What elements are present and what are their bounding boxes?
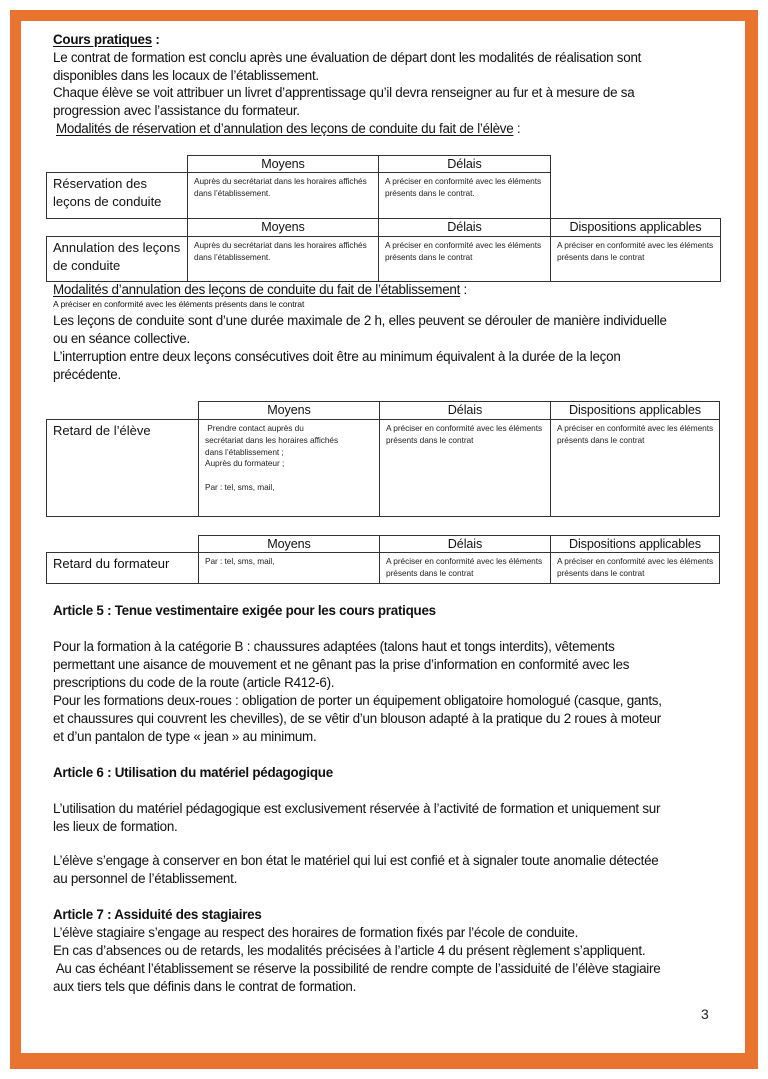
paragraph-line: En cas d’absences ou de retards, les modalités précisées à l’article 4 du présent règlement s’appliquent.: [53, 943, 646, 958]
row-label-annulation: Annulation des leçons de conduite: [47, 237, 188, 282]
heading-colon: :: [513, 121, 521, 136]
annulation-table: [46, 218, 721, 282]
cell-dispositions: A préciser en conformité avec les éléments présents dans le contrat: [551, 237, 721, 282]
moyens-line: Par : tel, sms, mail,: [205, 481, 275, 492]
modalites-etablissement-note: A préciser en conformité avec les éléments présents dans le contrat: [53, 299, 305, 309]
paragraph-line: Pour la formation à la catégorie B : chaussures adaptées (talons haut et tongs interdits), vêtements: [53, 639, 615, 654]
paragraph-line: les lieux de formation.: [53, 819, 178, 834]
paragraph-line: et d’un pantalon de type « jean » au minimum.: [53, 729, 317, 744]
paragraph-line: L’interruption entre deux leçons consécutives doit être au minimum équivalent à la durée de la leçon: [53, 349, 621, 364]
cell-delais: A préciser en conformité avec les éléments présents dans le contrat: [379, 237, 551, 282]
paragraph-line: L’élève stagiaire s’engage au respect des horaires de formation fixés par l’école de conduite.: [53, 925, 579, 940]
cell-moyens: [199, 420, 380, 517]
column-header-moyens: Moyens: [188, 156, 379, 173]
paragraph-line: au personnel de l’établissement.: [53, 871, 238, 886]
paragraph-line: progression avec l’assistance du formateur.: [53, 103, 300, 118]
row-label-retard-formateur: Retard du formateur: [47, 553, 199, 584]
paragraph-line: Chaque élève se voit attribuer un livret d’apprentissage qu’il devra renseigner au fur et à mesure de sa: [53, 85, 635, 100]
row-label-retard-eleve: Retard de l’élève: [47, 420, 199, 517]
cell-moyens: Auprès du secrétariat dans les horaires affichés dans l’établissement.: [188, 173, 379, 219]
column-header-delais: Délais: [379, 219, 551, 237]
paragraph-line: Les leçons de conduite sont d’une durée maximale de 2 h, elles peuvent se dérouler de manière individuelle: [53, 313, 667, 328]
article5-heading: Article 5 : Tenue vestimentaire exigée pour les cours pratiques: [53, 603, 436, 618]
reservation-table: [46, 155, 551, 219]
cell-delais: A préciser en conformité avec les éléments présents dans le contrat.: [379, 173, 551, 219]
column-header-dispositions: Dispositions applicables: [551, 536, 720, 553]
cell-delais: A préciser en conformité avec les éléments présents dans le contrat: [380, 553, 551, 584]
row-label-reservation: Réservation des leçons de conduite: [47, 173, 188, 219]
empty-corner-cell: [47, 156, 188, 173]
cours-pratiques-heading-line: [53, 31, 160, 50]
column-header-moyens: Moyens: [199, 402, 380, 420]
modalites-etablissement-heading: Modalités d’annulation des leçons de conduite du fait de l’établissement: [53, 282, 461, 297]
paragraph-line: L’élève s’engage à conserver en bon état le matériel qui lui est confié et à signaler toute anomalie détectée: [53, 853, 659, 868]
retard-formateur-table: [46, 535, 720, 584]
paragraph-line: Pour les formations deux-roues : obligation de porter un équipement obligatoire homologué (casque, gants,: [53, 693, 662, 708]
paragraph-line: prescriptions du code de la route (article R412-6).: [53, 675, 335, 690]
empty-corner-cell: [47, 536, 199, 553]
column-header-moyens: Moyens: [188, 219, 379, 237]
paragraph-line: aux tiers tels que définis dans le contrat de formation.: [53, 979, 357, 994]
cell-moyens: Auprès du secrétariat dans les horaires affichés dans l’établissement.: [188, 237, 379, 282]
paragraph-line: L’utilisation du matériel pédagogique est exclusivement réservée à l’activité de formation et uniquement sur: [53, 801, 661, 816]
paragraph-line: et chaussures qui couvrent les chevilles), de se vêtir d’un blouson adapté à la pratique du 2 roues à moteur: [53, 711, 661, 726]
cell-dispositions: A préciser en conformité avec les éléments présents dans le contrat: [551, 553, 720, 584]
paragraph-line: précédente.: [53, 367, 121, 382]
modalites-eleve-heading-line: [56, 120, 520, 139]
paragraph-line: ou en séance collective.: [53, 331, 190, 346]
article6-heading: Article 6 : Utilisation du matériel pédagogique: [53, 765, 333, 780]
empty-corner-cell: [47, 402, 199, 420]
column-header-dispositions: Dispositions applicables: [551, 402, 720, 420]
cell-dispositions: A préciser en conformité avec les éléments présents dans le contrat: [551, 420, 720, 517]
page-number: 3: [701, 1006, 709, 1022]
retard-eleve-table: [46, 401, 720, 517]
column-header-delais: Délais: [380, 402, 551, 420]
modalites-eleve-heading: Modalités de réservation et d’annulation des leçons de conduite du fait de l’élève: [56, 121, 514, 136]
moyens-line: secrétariat dans les horaires affichés: [205, 434, 339, 445]
moyens-line: Auprès du formateur ;: [205, 458, 285, 469]
column-header-delais: Délais: [380, 536, 551, 553]
cell-moyens: Par : tel, sms, mail,: [199, 553, 380, 584]
heading-colon: :: [151, 32, 160, 47]
cours-pratiques-heading: Cours pratiques: [53, 32, 152, 47]
moyens-line: dans l’établissement ;: [205, 446, 284, 457]
moyens-line-blank: [205, 470, 379, 482]
cell-delais: A préciser en conformité avec les éléments présents dans le contrat: [380, 420, 551, 517]
column-header-delais: Délais: [379, 156, 551, 173]
paragraph-line: disponibles dans les locaux de l’établissement.: [53, 68, 319, 83]
modalites-etablissement-heading-line: [53, 281, 467, 300]
article7-heading: Article 7 : Assiduité des stagiaires: [53, 907, 262, 922]
moyens-line: Prendre contact auprès du: [205, 423, 304, 433]
empty-corner-cell: [47, 219, 188, 237]
column-header-dispositions: Dispositions applicables: [551, 219, 721, 237]
paragraph-line: permettant une aisance de mouvement et ne gênant pas la prise d’information en conformité avec les: [53, 657, 630, 672]
heading-colon: :: [460, 282, 468, 297]
column-header-moyens: Moyens: [199, 536, 380, 553]
paragraph-line: Le contrat de formation est conclu après une évaluation de départ dont les modalités de réalisation sont: [53, 50, 642, 65]
paragraph-line: Au cas échéant l’établissement se réserve la possibilité de rendre compte de l’assiduité de l’élève stagiaire: [53, 961, 661, 976]
